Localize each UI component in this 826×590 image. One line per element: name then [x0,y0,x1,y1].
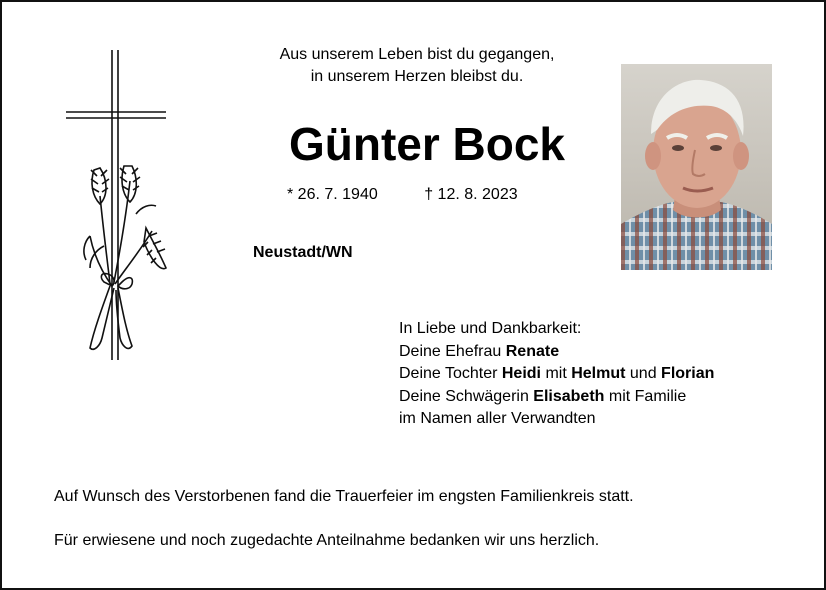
mourner-sister-in-law [399,386,714,409]
mourners-intro: In Liebe und Dankbarkeit: [399,320,582,337]
verse-line-1: Aus unserem Leben bist du gegangen, [279,46,555,63]
mourner-name: Elisabeth [533,387,605,405]
mourner-name: Helmut [571,365,626,382]
birth-date: * 26. 7. 1940 [287,186,378,203]
mourners-closing: im Namen aller Verwandten [399,410,596,427]
mourner-label: Deine Tochter [399,365,502,382]
mourner-connector: und [625,365,662,382]
mourner-label: Deine Schwägerin [399,387,534,405]
life-dates [287,184,518,206]
cross-with-wheat-icon [60,46,175,364]
mourners-list [399,318,714,431]
mourner-name: Heidi [501,365,541,382]
closing-notes [54,486,634,552]
death-date: † 12. 8. 2023 [424,186,518,203]
mourner-suffix: mit Familie [604,387,687,405]
mourner-daughter [399,363,714,386]
funeral-note: Auf Wunsch des Verstorbenen fand die Trauerfeier im engsten Familienkreis statt. [54,488,634,505]
deceased-name: Günter Bock [288,118,566,170]
mourner-name: Renate [505,342,560,360]
mourner-label: Deine Ehefrau [399,342,506,360]
portrait-photo [621,64,772,270]
mourner-connector: mit [541,365,572,382]
verse-line-2: in unserem Herzen bleibst du. [310,68,524,85]
memorial-verse [207,44,627,88]
thanks-note: Für erwiesene und noch zugedachte Anteilnahme bedanken wir uns herzlich. [54,532,600,549]
residence-place: Neustadt/WN [253,244,353,261]
mourner-wife [399,341,714,364]
mourner-name: Florian [661,365,715,382]
